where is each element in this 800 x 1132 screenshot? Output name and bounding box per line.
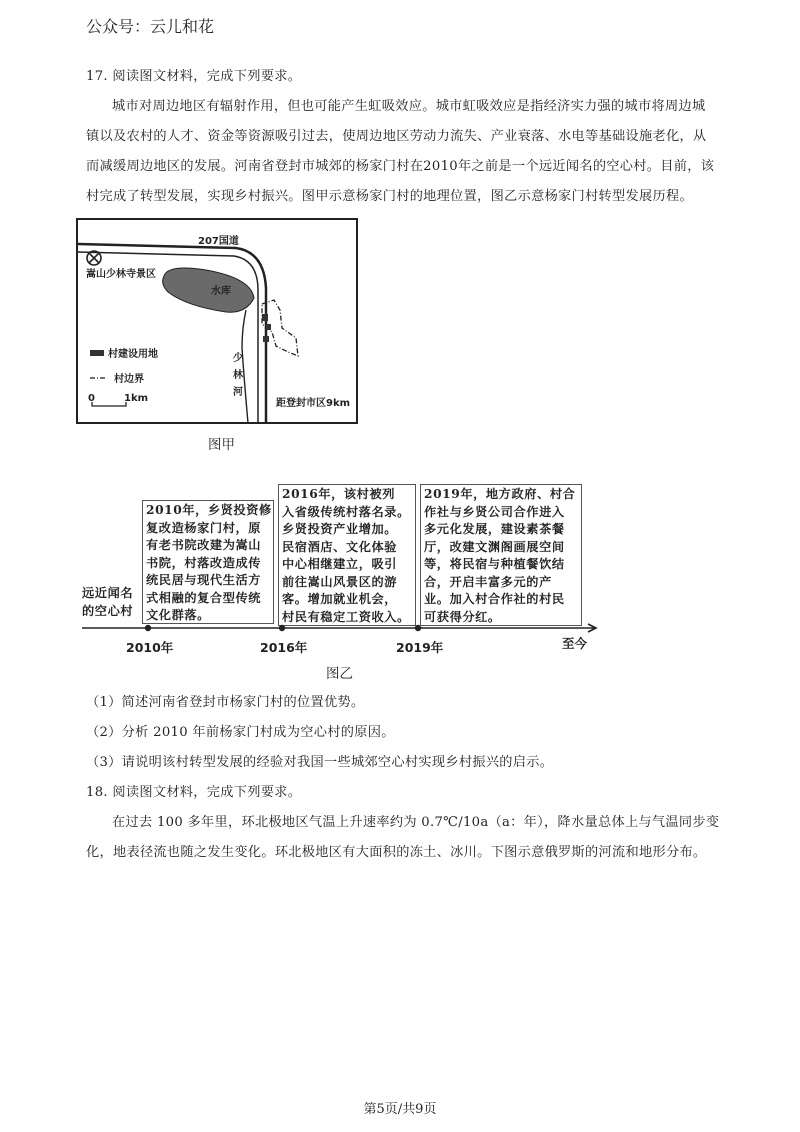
timeline-text-2010 [146, 502, 272, 625]
page-header: 公众号：云儿和花 [86, 17, 215, 36]
village-land-3 [263, 336, 269, 342]
q18-heading: 18. 阅读图文材料，完成下列要求。 [86, 785, 302, 800]
legend-boundary-label: 村边界 [114, 374, 144, 385]
t2010-l3: 有老书院改建为嵩山 [146, 538, 262, 552]
q17-heading: 17. 阅读图文材料，完成下列要求。 [86, 69, 302, 84]
year-2016: 2016年 [260, 640, 308, 655]
t2019-l2: 作社与乡贤公司合作进入 [424, 504, 565, 519]
q17-line-2: 镇以及农村的人才、资金等资源吸引过去，使周边地区劳动力流失、产业衰落、水电等基础设施老化，从 [86, 129, 707, 144]
page-footer: 第5页/共9页 [363, 1102, 437, 1117]
timeline-start [82, 585, 133, 620]
t2016-l6: 前往嵩山风景区的游 [282, 574, 398, 589]
highway-label: 207国道 [198, 236, 239, 247]
river-char-2: 林 [233, 370, 243, 381]
year-2010: 2010年 [126, 640, 174, 655]
timeline-axis [76, 620, 606, 636]
timeline-text-2019 [424, 486, 575, 626]
t2019-l8: 可获得分红。 [424, 609, 501, 624]
timeline-start-line-2: 的空心村 [82, 603, 134, 618]
t2019-l6: 合，开启丰富多元的产 [424, 574, 552, 589]
t2010-l2: 复改造杨家门村，原 [146, 520, 262, 535]
legend-land-swatch [90, 350, 104, 356]
scale-zero: 0 [88, 393, 95, 404]
q17-sub-2: （2）分析 2010 年前杨家门村成为空心村的原因。 [86, 725, 395, 740]
t2010-l6: 式相融的复合型传统 [146, 590, 262, 605]
t2019-l7: 业。加入村合作社的村民 [424, 592, 565, 606]
t2010-l5: 统民居与现代生活方 [146, 573, 262, 587]
q18-line-1: 在过去 100 多年里，环北极地区气温上升速率约为 0.7℃/10a（a：年），降水量总体上与气温同步变 [112, 815, 720, 830]
village-land-1 [262, 314, 268, 321]
q17-sub-1: （1）简述河南省登封市杨家门村的位置优势。 [86, 695, 365, 710]
t2016-l1: 2016年，该村被列 [282, 487, 396, 501]
river-char-3: 河 [233, 387, 243, 398]
t2010-l7: 文化群落。 [146, 608, 210, 622]
t2016-l7: 客。增加就业机会， [282, 592, 398, 606]
village-land-2 [266, 324, 271, 330]
t2019-l3: 多元化发展，建设素茶餐 [424, 522, 565, 536]
q17-line-3: 而减缓周边地区的发展。河南省登封市城郊的杨家门村在2010年之前是一个远近闻名的空心村。目前，该 [86, 159, 715, 174]
t2010-l4: 书院，村落改造成传 [146, 555, 262, 570]
q17-line-4: 村完成了转型发展，实现乡村振兴。图甲示意杨家门村的地理位置，图乙示意杨家门村转型发展历程。 [86, 189, 693, 204]
legend-land-label: 村建设用地 [108, 349, 158, 360]
timeline-dot-2019 [415, 625, 421, 631]
t2016-l2: 入省级传统村落名录。 [282, 504, 410, 519]
t2016-l4: 民宿酒店、文化体验 [282, 539, 398, 554]
t2016-l3: 乡贤投资产业增加。 [282, 522, 398, 536]
q18-line-2: 化，地表径流也随之发生变化。环北极地区有大面积的冻土、冰川。下图示意俄罗斯的河流和地形分布。 [86, 845, 707, 860]
caption-figure-b: 图乙 [326, 666, 353, 682]
year-present: 至今 [562, 636, 588, 651]
t2010-l1: 2010年，乡贤投资修 [146, 503, 272, 517]
timeline-text-2016 [282, 486, 410, 626]
t2019-l4: 厅，改建文渊阁画展空间 [424, 539, 565, 554]
caption-figure-a: 图甲 [208, 437, 235, 453]
q18-paragraph [86, 808, 726, 868]
distance-label: 距登封市区9km [276, 398, 351, 409]
map-frame [77, 219, 357, 423]
reservoir-label: 水库 [211, 286, 231, 297]
scale-km: 1km [124, 393, 149, 404]
year-2019: 2019年 [396, 640, 444, 655]
q17-paragraph [86, 92, 726, 212]
t2016-l5: 中心相继建立，吸引 [282, 557, 398, 571]
timeline-figure [76, 484, 606, 656]
scenic-label: 嵩山少林寺景区 [86, 269, 156, 280]
river-char-1: 少 [233, 353, 243, 364]
t2019-l1: 2019年，地方政府、村合 [424, 487, 576, 501]
q17-line-1: 城市对周边地区有辐射作用，但也可能产生虹吸效应。城市虹吸效应是指经济实力强的城市将周边城 [112, 99, 706, 114]
timeline-start-line-1: 远近闻名 [82, 586, 134, 600]
t2019-l5: 等，将民宿与种植餐饮结 [424, 557, 565, 571]
t2016-l8: 村民有稳定工资收入。 [282, 609, 410, 624]
timeline-dot-2010 [145, 625, 151, 631]
location-map [76, 218, 358, 424]
timeline-dot-2016 [279, 625, 285, 631]
q17-sub-3: （3）请说明该村转型发展的经验对我国一些城郊空心村实现乡村振兴的启示。 [86, 755, 554, 770]
